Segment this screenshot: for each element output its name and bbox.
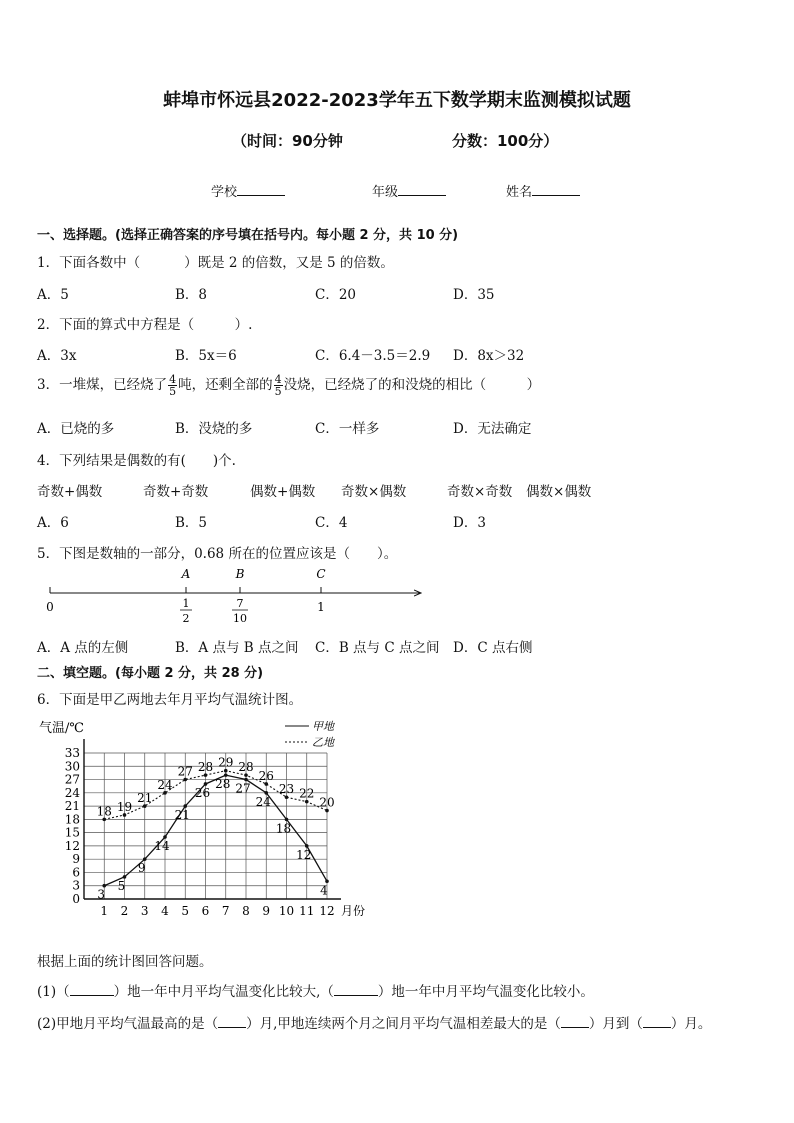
name-field[interactable] (506, 181, 580, 200)
x-tick-label: 3 (140, 904, 149, 918)
y-tick-label: 0 (72, 892, 80, 906)
section1-heading: 一、选择题。(选择正确答案的序号填在括号内。每小题 2 分，共 10 分) (37, 228, 459, 243)
y-tick-label: 24 (64, 785, 80, 800)
q6-sub2-blank-3[interactable] (643, 1015, 671, 1028)
data-label: 27 (235, 781, 251, 796)
grade-label: 年级 (372, 185, 399, 200)
q3-fraction-2: $\frac{4}{5}$ (274, 373, 282, 398)
y-tick-label: 21 (64, 799, 80, 814)
q4-option-b[interactable]: B．5 (175, 515, 208, 531)
c-value-label: 1 (317, 600, 325, 614)
y-tick-label: 18 (64, 812, 80, 827)
q5-option-c[interactable]: C．B 点与 C 点之间 (315, 640, 440, 656)
school-field[interactable] (211, 181, 285, 200)
q5-option-b[interactable]: B．A 点与 B 点之间 (175, 640, 299, 656)
y-tick-label: 9 (72, 852, 80, 867)
y-tick-label: 33 (64, 746, 80, 760)
q4-item-1: 奇数+偶数 (37, 484, 103, 500)
y-tick-label: 12 (64, 838, 80, 853)
q2-option-b[interactable]: B．5x＝6 (175, 348, 237, 364)
q2-option-d[interactable]: D．8x＞32 (453, 348, 525, 364)
q6-sub1-blank-2[interactable] (334, 983, 378, 996)
q6-sub1 (37, 980, 594, 1000)
x-axis-title: 月份 (341, 904, 366, 918)
data-label: 26 (258, 768, 274, 783)
question-5: 5．下图是数轴的一部分，0.68 所在的位置应该是（ ）。 (37, 546, 398, 562)
legend-label-0: 甲地 (312, 720, 334, 733)
question-4: 4．下列结果是偶数的有( )个. (37, 453, 236, 469)
x-tick-label: 6 (201, 904, 210, 918)
data-label: 5 (117, 878, 126, 893)
data-label: 21 (174, 808, 190, 823)
data-label: 21 (137, 791, 153, 806)
q1-stem-b: ）既是 2 的倍数，又是 5 的倍数。 (184, 255, 394, 271)
number-line (35, 565, 435, 627)
q3-option-a[interactable]: A．已烧的多 (37, 421, 115, 437)
school-blank[interactable] (237, 183, 285, 196)
q5-option-d[interactable]: D．C 点右侧 (453, 640, 533, 656)
q6-sub2-d: ）月。 (670, 1016, 712, 1032)
q1-option-d[interactable]: D．35 (453, 287, 495, 303)
data-label: 14 (154, 839, 170, 854)
b-numerator: 7 (236, 597, 244, 610)
x-tick-label: 9 (262, 904, 271, 918)
a-numerator: 1 (182, 597, 190, 610)
data-label: 28 (238, 760, 254, 775)
x-tick-label: 12 (319, 904, 335, 918)
x-tick-label: 8 (242, 904, 250, 918)
q6-sub2 (37, 1012, 711, 1032)
q1-option-b[interactable]: B．8 (175, 287, 208, 303)
q4-item-5: 奇数×奇数 (447, 484, 513, 500)
x-tick-label: 5 (181, 904, 190, 918)
question-3 (37, 373, 540, 397)
data-label: 24 (255, 794, 271, 809)
q6-instruction: 根据上面的统计图回答问题。 (37, 954, 213, 970)
name-blank[interactable] (532, 183, 580, 196)
q3-stem-c: 没烧，已经烧了的和没烧的相比（ ） (283, 377, 541, 393)
zero-label: 0 (46, 600, 54, 614)
x-tick-label: 10 (278, 904, 295, 918)
q4-item-3: 偶数+偶数 (250, 484, 316, 500)
x-tick-label: 1 (100, 904, 109, 918)
data-label: 28 (215, 777, 231, 792)
y-tick-label: 15 (64, 825, 80, 840)
data-label: 26 (194, 785, 211, 800)
data-label: 22 (299, 786, 315, 801)
q4-item-4: 奇数×偶数 (341, 484, 407, 500)
point-c-label: C (316, 567, 326, 581)
data-label: 18 (275, 821, 292, 836)
q4-item-6: 偶数×偶数 (526, 484, 592, 500)
q6-sub1-c: ）地一年中月平均气温变化比较小。 (377, 984, 594, 1000)
q4-item-2: 奇数+奇数 (143, 484, 209, 500)
grade-field[interactable] (372, 181, 446, 200)
q6-sub2-b: ）月,甲地连续两个月之间月平均气温相差最大的是（ (246, 1016, 561, 1032)
x-tick-label: 4 (161, 904, 169, 918)
q6-sub1-blank-1[interactable] (70, 983, 114, 996)
q1-option-a[interactable]: A．5 (37, 287, 69, 303)
y-axis-title: 气温/℃ (39, 721, 84, 736)
data-label: 20 (319, 795, 335, 810)
data-label: 27 (177, 764, 193, 779)
q6-sub2-a: (2)甲地月平均气温最高的是（ (37, 1016, 219, 1032)
q3-stem-a: 3．一堆煤，已经烧了 (37, 377, 168, 393)
temperature-line-chart (37, 716, 367, 934)
b-denominator: 10 (233, 612, 247, 625)
q6-sub1-b: ）地一年中月平均气温变化比较大,（ (113, 984, 334, 1000)
q1-stem-a: 1．下面各数中（ (37, 255, 141, 271)
grade-blank[interactable] (398, 183, 446, 196)
data-label: 9 (137, 861, 146, 876)
data-label: 4 (320, 883, 328, 898)
q3-option-d[interactable]: D．无法确定 (453, 421, 532, 437)
name-label: 姓名 (506, 185, 533, 200)
data-label: 3 (97, 887, 106, 902)
exam-score: 分数：100分） (452, 132, 559, 150)
data-label: 12 (296, 847, 312, 862)
legend-label-1: 乙地 (312, 736, 334, 749)
q3-option-b[interactable]: B．没烧的多 (175, 421, 253, 437)
data-label: 24 (157, 777, 173, 792)
q4-option-d[interactable]: D．3 (453, 515, 486, 531)
y-tick-label: 6 (72, 865, 80, 880)
q3-option-c[interactable]: C．一样多 (315, 421, 380, 437)
y-tick-label: 27 (64, 772, 80, 787)
q4-option-a[interactable]: A．6 (37, 515, 69, 531)
data-label: 18 (96, 804, 112, 819)
data-label: 29 (218, 755, 234, 770)
q5-option-a[interactable]: A．A 点的左侧 (37, 640, 129, 656)
x-tick-label: 2 (120, 904, 129, 918)
point-b-label: B (235, 567, 245, 581)
question-1 (37, 251, 394, 271)
y-tick-label: 30 (64, 759, 80, 774)
a-denominator: 2 (182, 612, 190, 625)
question-6: 6．下面是甲乙两地去年月平均气温统计图。 (37, 692, 303, 708)
q1-option-c[interactable]: C．20 (315, 287, 357, 303)
q3-fraction-1: $\frac{4}{5}$ (169, 373, 177, 398)
data-label: 23 (278, 782, 295, 797)
exam-time: （时间：90分钟 (232, 132, 343, 150)
section2-heading: 二、填空题。(每小题 2 分，共 28 分) (37, 666, 264, 681)
page-title: 蚌埠市怀远县2022-2023学年五下数学期末监测模拟试题 (163, 90, 631, 111)
q6-sub1-a: (1)（ (37, 984, 70, 1000)
x-tick-label: 11 (299, 904, 315, 918)
q6-sub2-c: ）月到（ (588, 1016, 643, 1032)
point-a-label: A (181, 567, 191, 581)
q3-stem-b: 吨，还剩全部的 (178, 377, 273, 393)
data-label: 19 (116, 799, 133, 814)
question-2: 2．下面的算式中方程是（ ）. (37, 317, 253, 333)
q6-sub2-blank-2[interactable] (561, 1015, 589, 1028)
x-tick-label: 7 (221, 904, 230, 918)
y-tick-label: 3 (72, 878, 80, 893)
q2-option-c[interactable]: C．6.4－3.5＝2.9 (315, 348, 431, 364)
q6-sub2-blank-1[interactable] (218, 1015, 246, 1028)
data-label: 28 (197, 760, 214, 775)
school-label: 学校 (211, 185, 238, 200)
q2-option-a[interactable]: A．3x (37, 348, 77, 364)
q4-option-c[interactable]: C．4 (315, 515, 348, 531)
